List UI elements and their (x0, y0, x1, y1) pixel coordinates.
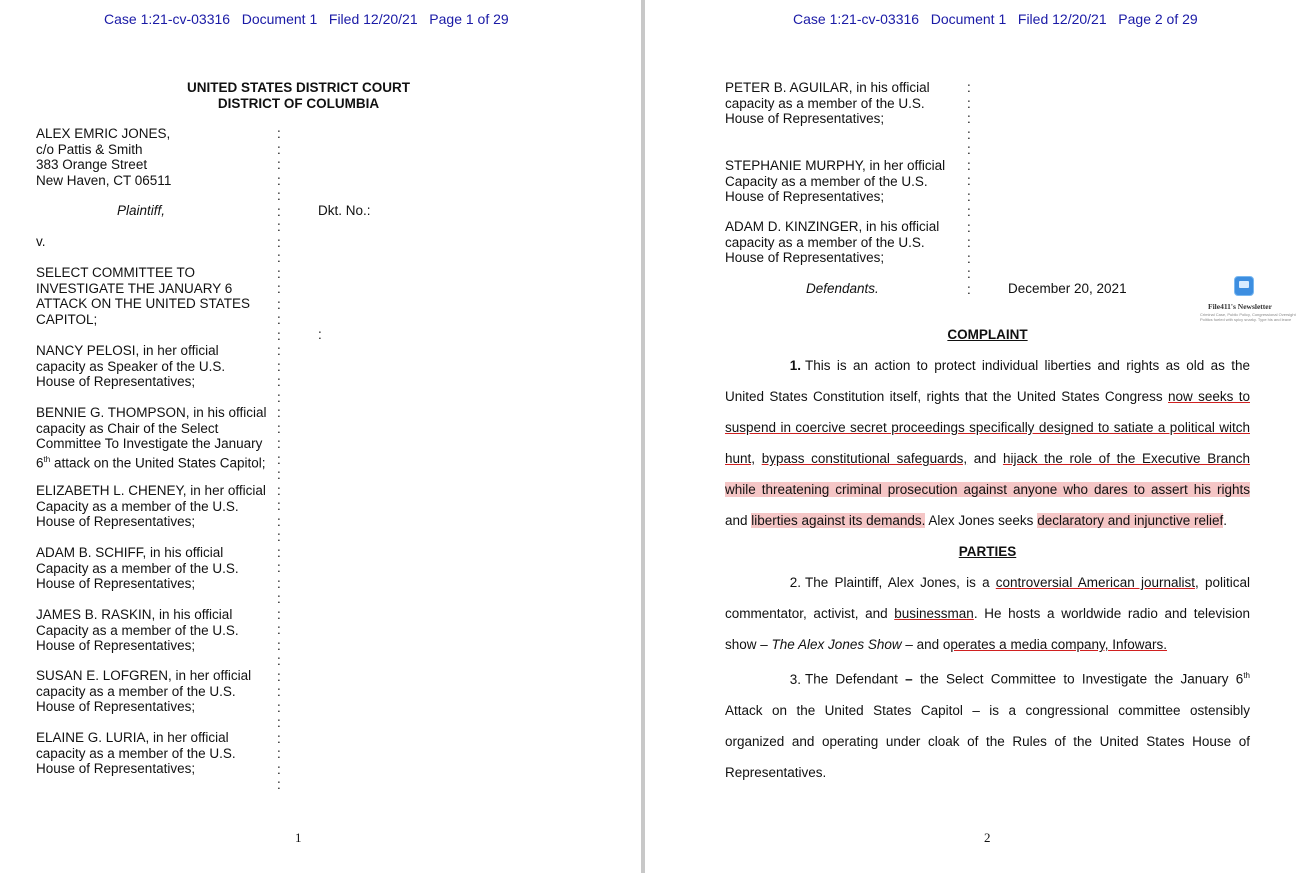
page-number: 2 (984, 830, 991, 845)
caption-line: House of Representatives; (725, 189, 885, 204)
caption-line: House of Representatives; (725, 250, 885, 265)
defendant-murphy (725, 158, 945, 205)
plaintiff-label: Plaintiff, (117, 203, 166, 218)
paragraph-number: 1. (789, 358, 801, 373)
caption-line: Capacity as a member of the U.S. (36, 498, 239, 514)
defendant-luria (36, 730, 236, 777)
defendant-thompson (36, 405, 267, 471)
defendant-kinzinger (725, 219, 939, 266)
caption-line: capacity as a member of the U.S. (36, 745, 236, 761)
caption-line: House of Representatives; (725, 111, 885, 126)
paragraph-number: 3. (789, 671, 801, 687)
defendant-aguilar (725, 80, 930, 127)
caption-line: House of Representatives; (36, 638, 196, 653)
caption-line: capacity as a member of the U.S. (725, 95, 925, 111)
defendant-lofgren (36, 668, 251, 715)
page-number: 1 (295, 830, 302, 845)
caption-line: capacity as Speaker of the U.S. (36, 358, 226, 374)
caption-line: House of Representatives; (36, 699, 196, 714)
caption-line: NANCY PELOSI, in her official (36, 343, 219, 358)
caption-line: BENNIE G. THOMPSON, in his official (36, 405, 267, 420)
caption-colon-column: : : : : : : : : : : : : : : (967, 80, 971, 297)
caption-line: Capacity as a member of the U.S. (36, 622, 239, 638)
plaintiff-line: New Haven, CT 06511 (36, 172, 172, 188)
defendant-schiff (36, 545, 239, 592)
stray-colon: : (318, 327, 322, 342)
filing-date: December 20, 2021 (1008, 281, 1127, 296)
defendant-committee (36, 265, 250, 327)
defendant-raskin (36, 607, 239, 654)
newsletter-title: File411's Newsletter (1208, 302, 1272, 311)
plaintiff-line: c/o Pattis & Smith (36, 141, 143, 157)
plaintiff-line: 383 Orange Street (36, 157, 148, 172)
court-district: DISTRICT OF COLUMBIA (217, 95, 380, 111)
caption-line: ELAINE G. LURIA, in her official (36, 730, 229, 745)
caption-line: STEPHANIE MURPHY, in her official (725, 158, 946, 173)
defendant-pelosi (36, 343, 225, 390)
page-header: Case 1:21-cv-03316 Document 1 Filed 12/20/21 Page 1 of 29 (104, 11, 509, 27)
docket-number-label: Dkt. No.: (318, 203, 371, 218)
paragraph-2: 2. The Plaintiff, Alex Jones, is a controversial American journalist, political commentator, activist, and businessman. He hosts a worldwide radio and television show – The Alex Jones Show – and operates a media company, Infowars. (725, 567, 1250, 660)
caption-line: 6th attack on the United States Capitol; (36, 454, 266, 470)
document-page-2 (645, 0, 1296, 873)
page-header: Case 1:21-cv-03316 Document 1 Filed 12/20/21 Page 2 of 29 (793, 11, 1198, 27)
court-title (0, 80, 597, 111)
versus: v. (36, 234, 46, 249)
caption-line: House of Representatives; (36, 514, 196, 529)
plaintiff-line: ALEX EMRIC JONES, (36, 126, 171, 141)
caption-line: ADAM D. KINZINGER, in his official (725, 219, 940, 234)
newsletter-subtitle: Criminal Case, Public Policy, Congressional Oversight Politics fueled with spicy snarky. Type his and leave (1200, 312, 1296, 322)
caption-line: Capacity as a member of the U.S. (36, 560, 239, 576)
caption-line: capacity as Chair of the Select (36, 420, 219, 436)
caption-line: ADAM B. SCHIFF, in his official (36, 545, 224, 560)
caption-line: House of Representatives; (36, 374, 196, 389)
caption-line: CAPITOL; (36, 311, 98, 327)
caption-line: JAMES B. RASKIN, in his official (36, 607, 233, 622)
caption-line: Committee To Investigate the January (36, 436, 263, 451)
caption-line: SUSAN E. LOFGREN, in her official (36, 668, 252, 683)
document-page-1 (0, 0, 641, 873)
newsletter-watermark (1150, 276, 1296, 326)
caption-colon-column: : : : : : : : : : : : : : : : : : : : : : : : : : : : : : : : : : : : : : : : : : : : (277, 126, 281, 792)
newsletter-logo-icon (1234, 276, 1254, 296)
defendants-label: Defendants. (806, 281, 879, 296)
complaint-heading: COMPLAINT (947, 327, 1028, 342)
caption-line: capacity as a member of the U.S. (36, 683, 236, 699)
caption-line: ATTACK ON THE UNITED STATES (36, 296, 251, 311)
caption-line: Capacity as a member of the U.S. (725, 173, 928, 189)
caption-line: INVESTIGATE THE JANUARY 6 (36, 280, 233, 296)
caption-line: capacity as a member of the U.S. (725, 234, 925, 250)
paragraph-3: 3. The Defendant – the Select Committee to Investigate the January 6th Attack on the United States Capitol – is a congressional committee ostensibly organized and operating under cloak of the Rules of the United States House of Representatives. (725, 660, 1250, 788)
paragraph-number: 2. (789, 575, 801, 590)
plaintiff-block (36, 126, 171, 188)
caption-line: SELECT COMMITTEE TO (36, 265, 196, 280)
defendant-cheney (36, 483, 266, 530)
caption-line: PETER B. AGUILAR, in his official (725, 80, 930, 95)
caption-line: House of Representatives; (36, 576, 196, 591)
caption-line: ELIZABETH L. CHENEY, in her official (36, 483, 266, 498)
caption-line: House of Representatives; (36, 761, 196, 776)
parties-heading: PARTIES (958, 544, 1017, 559)
court-name: UNITED STATES DISTRICT COURT (187, 80, 410, 95)
paragraph-1: 1. This is an action to protect individual liberties and rights as old as the United States Constitution itself, rights that the United States Congress now seeks to suspend in coercive secret proceedings specifically designed to satiate a political witch hunt, bypass constitutional safeguards, and hijack the role of the Executive Branch while threatening criminal prosecution against anyone who dares to assert his rights and liberties against its demands. Alex Jones seeks declaratory and injunctive relief. (725, 350, 1250, 536)
